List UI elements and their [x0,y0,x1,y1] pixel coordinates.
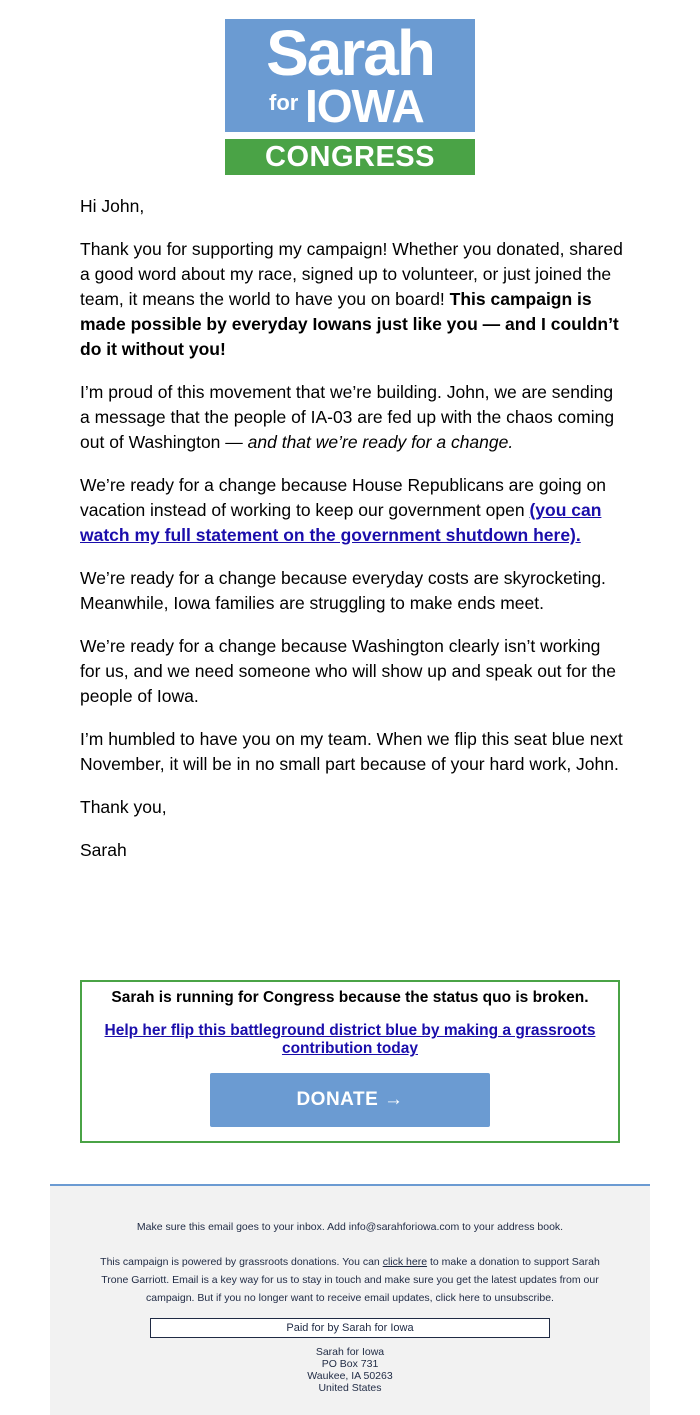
email-footer [50,1184,650,1415]
letter-body [80,194,625,881]
powered-text-post: to make a donation to support Sarah Trone Garriott. Email is a key way for us to stay in touch and make sure you get the latest updates from our campaign. But if you no longer want to receive email updates, click here to unsubscribe. [101,1256,600,1304]
contribution-link[interactable]: Help her flip this battleground district blue by making a grassroots contribution today [104,1022,596,1057]
donate-click-here-link[interactable]: click here [382,1256,428,1268]
greeting: Hi John, [80,196,145,216]
inbox-notice: Make sure this email goes to your inbox. Add info@sarahforiowa.com to your address book. [136,1221,564,1233]
logo-for-text: for [269,90,299,115]
address-line: PO Box 731 [321,1358,379,1370]
paragraph-shutdown [80,473,625,548]
paragraph-costs: We’re ready for a change because everyday costs are skyrocketing. Meanwhile, Iowa families are struggling to make ends meet. [80,568,606,613]
paragraph-thanks-bold: This campaign is made possible by everyday Iowans just like you — and I couldn’t do it without you! [80,289,619,359]
logo-state-text: IOWA [305,80,424,132]
paragraph-movement-italic: and that we’re ready for a change. [247,432,514,452]
paragraph-humbled: I’m humbled to have you on my team. When we flip this seat blue next November, it will be in no small part because of your hard work, John. [80,729,623,774]
logo-blue-panel [225,19,475,132]
donate-callout [80,980,620,1143]
donate-button[interactable]: DONATE → [210,1073,490,1127]
address-line: United States [318,1382,382,1394]
paragraph-thanks-text: Thank you for supporting my campaign! Whether you donated, shared a good word about my race, signed up to volunteer, or just joined the team, it means the world to have you on board! [80,239,623,309]
paragraph-movement [80,380,625,455]
powered-text-pre: This campaign is powered by grassroots donations. You can [100,1256,383,1268]
paragraph-movement-text: I’m proud of this movement that we’re building. John, we are sending a message that the people of IA-03 are fed up with the chaos coming out of Washington — [80,382,615,452]
address-line: Waukee, IA 50263 [307,1370,393,1382]
mailing-address [50,1346,650,1394]
paragraph-thanks [80,237,625,362]
logo-green-panel [225,139,475,175]
shutdown-statement-link[interactable]: (you can watch my full statement on the government shutdown here). [80,500,602,545]
logo-name-text: Sarah [266,17,434,89]
callout-heading: Sarah is running for Congress because the status quo is broken. [111,989,589,1006]
paid-for-disclaimer: Paid for by Sarah for Iowa [150,1318,550,1338]
address-line: Sarah for Iowa [315,1346,385,1358]
closing: Thank you, [80,797,167,817]
powered-notice [90,1253,610,1307]
campaign-logo [225,19,475,175]
signature: Sarah [80,840,127,860]
paragraph-shutdown-text: We’re ready for a change because House Republicans are going on vacation instead of working to keep our government open [80,475,606,520]
logo-office-text: CONGRESS [265,141,435,173]
paragraph-washington: We’re ready for a change because Washington clearly isn’t working for us, and we need someone who will show up and speak out for the people of Iowa. [80,636,617,706]
